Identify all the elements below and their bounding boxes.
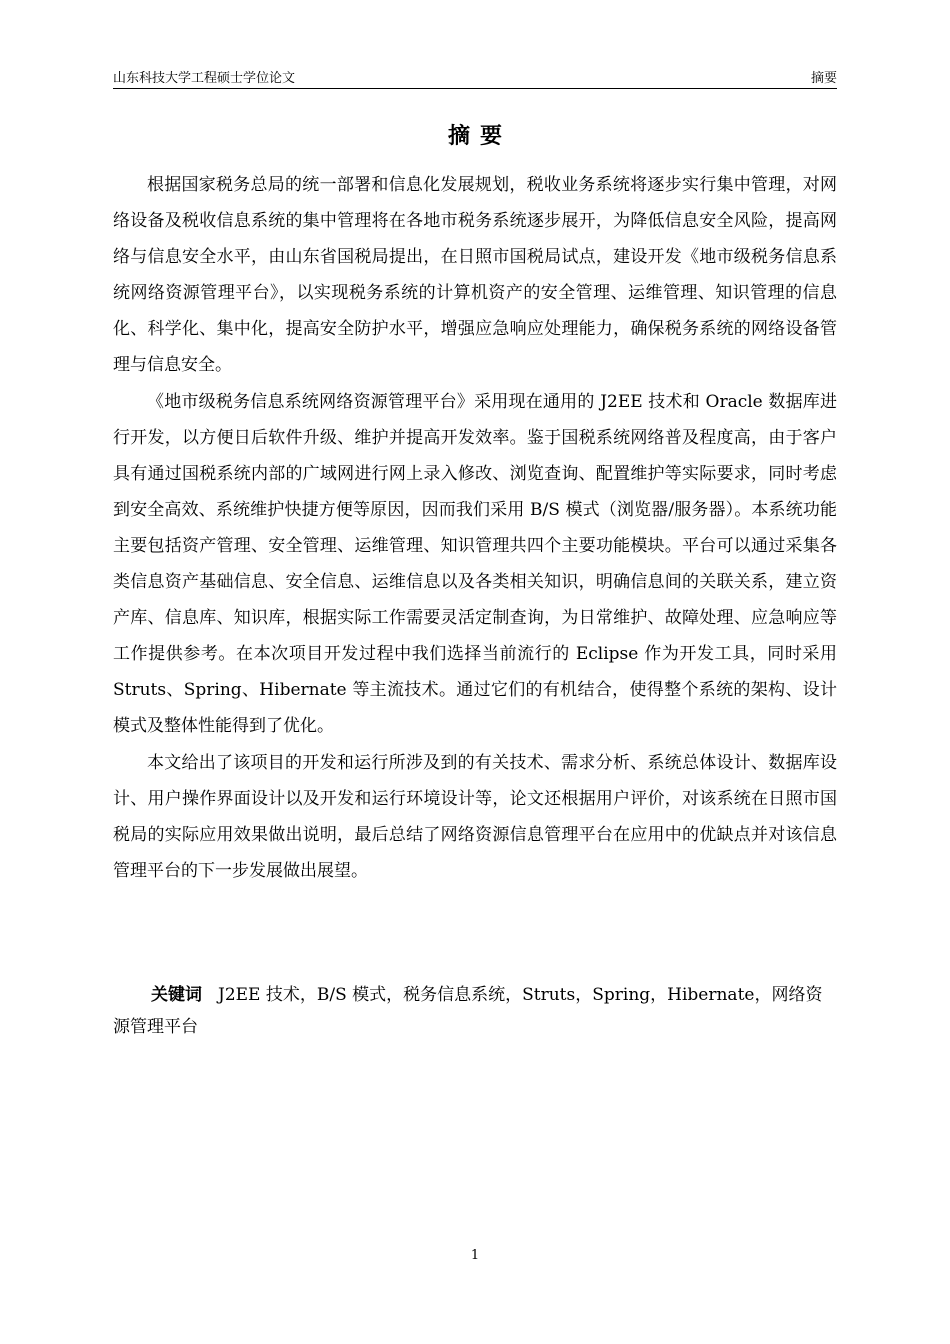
header-divider: [113, 88, 837, 89]
header-section-name: 摘要: [810, 71, 837, 86]
abstract-paragraph-1: 根据国家税务总局的统一部署和信息化发展规划，税收业务系统将逐步实行集中管理，对网络设备及税收信息系统的集中管理将在各地市税务系统逐步展开，为降低信息安全风险，提高网络与信息安全水平，由山东省国税局提出，在日照市国税局试点，建设开发《地市级税务信息系统网络资源管理平台》，以实现税务系统的计算机资产的安全管理、运维管理、知识管理的信息化、科学化、集中化，提高安全防护水平，增强应急响应处理能力，确保税务系统的网络设备管理与信息安全。: [113, 175, 837, 376]
keywords-label: 关键词: [151, 985, 202, 1005]
abstract-body: [113, 167, 837, 889]
abstract-paragraph-2: 《地市级税务信息系统网络资源管理平台》采用现在通用的 J2EE 技术和 Oracle 数据库进行开发，以方便日后软件升级、维护并提高开发效率。鉴于国税系统网络普及程度高，由于客户具有通过国税系统内部的广域网进行网上录入修改、浏览查询、配置维护等实际要求，同时考虑到安全高效、系统维护快捷方便等原因，因而我们采用 B/S 模式（浏览器/服务器）。本系统功能主要包括资产管理、安全管理、运维管理、知识管理共四个主要功能模块。平台可以通过采集各类信息资产基础信息、安全信息、运维信息以及各类相关知识，明确信息间的关联关系，建立资产库、信息库、知识库，根据实际工作需要灵活定制查询，为日常维护、故障处理、应急响应等工作提供参考。在本次项目开发过程中我们选择当前流行的 Eclipse 作为开发工具，同时采用 Struts、Spring、Hibernate 等主流技术。通过它们的有机结合，使得整个系统的架构、设计模式及整体性能得到了优化。: [113, 391, 837, 737]
keywords-line: [113, 979, 837, 1043]
keywords-text: J2EE 技术，B/S 模式，税务信息系统，Struts，Spring，Hibernate，网络资源管理平台: [113, 985, 823, 1037]
page-header: [113, 70, 837, 87]
abstract-paragraph-3: 本文给出了该项目的开发和运行所涉及到的有关技术、需求分析、系统总体设计、数据库设计、用户操作界面设计以及开发和运行环境设计等，论文还根据用户评价，对该系统在日照市国税局的实际应用效果做出说明，最后总结了网络资源信息管理平台在应用中的优缺点并对该信息管理平台的下一步发展做出展望。: [113, 752, 837, 881]
abstract-title: 摘要: [447, 124, 512, 149]
page-number: 1: [470, 1248, 480, 1263]
header-thesis-title: 山东科技大学工程硕士学位论文: [113, 71, 296, 86]
